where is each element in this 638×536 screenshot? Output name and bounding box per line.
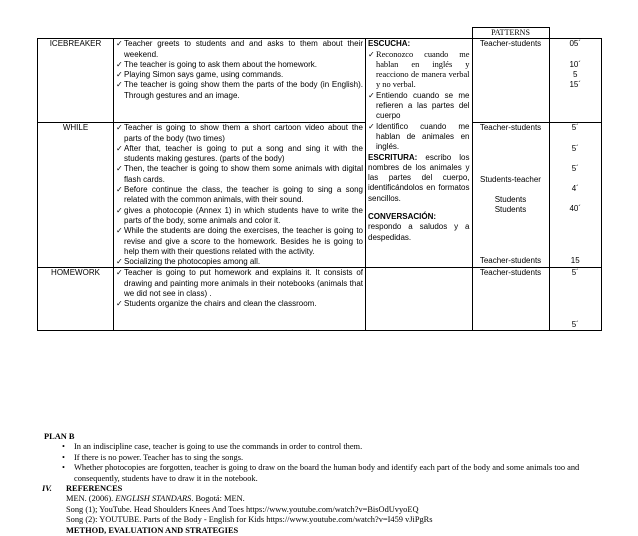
check-mark-icon: ✓ [116, 299, 123, 309]
table-row [38, 28, 602, 39]
patterns-icebreaker: Teacher-students [472, 39, 549, 123]
reference-men: MEN. (2006). ENGLISH STANDARS. Bogotá: MEN. [66, 494, 245, 504]
plan-b-section [44, 432, 624, 536]
check-mark-icon: ✓ [116, 257, 123, 267]
check-mark-icon: ✓ [116, 80, 123, 90]
table-row-icebreaker [38, 39, 602, 123]
escritura-section: ESCRITURA: escribo los nombres de los animales y las partes del cuerpo, identificándolos en formatos sencillos. [368, 152, 470, 203]
list-item: ✓ While the students are doing the exercises, the teacher is going to revise and give a score to the homework. Besides he is going to help them with their questions related with the activity. [116, 226, 363, 256]
check-mark-icon: ✓ [116, 143, 123, 153]
check-mark-icon: ✓ [368, 49, 375, 59]
check-mark-icon: ✓ [116, 123, 123, 133]
times-icebreaker: 05´ 10´ 5 15´ [549, 39, 602, 123]
list-item: ✓ Entiendo cuando se me refieren a las partes del cuerpo [368, 90, 470, 121]
list-item: ✓ Students organize the chairs and clean the classroom. [116, 299, 317, 309]
list-item: ✓ Socializing the photocopies among all. [116, 257, 261, 267]
list-item: • Whether photocopies are forgotten, teacher is going to draw on the board the human body and identify each part of the body and some animals too and consequently, students have to draw it in the notebook. [64, 463, 624, 484]
list-item: ✓ Before continue the class, the teacher is going to sing a song related with the common animals, with their sound. [116, 185, 363, 205]
check-mark-icon: ✓ [116, 164, 123, 174]
check-mark-icon: ✓ [116, 59, 123, 69]
check-mark-icon: ✓ [368, 121, 375, 131]
stage-while: WHILE [38, 123, 114, 268]
method-heading: METHOD, EVALUATION AND STRATEGIES [66, 525, 239, 535]
list-item: ✓ Teacher is going to put homework and explains it. It consists of drawing and painting more animals in their notebooks (animals that we did not see in class) . [116, 268, 363, 299]
list-item: ✓ Teacher greets to students and and asks to them about their weekend. [116, 39, 363, 59]
table-row-while [38, 123, 602, 268]
reference-song-1: Song (1); YouTube. Head Shoulders Knees And Toes https://www.youtube.com/watch?v=BisOdUvyoEQ [66, 504, 419, 514]
skills-cell: ESCUCHA: ✓ Reconozco cuando me hablan en inglés y reacciono de manera verbal y no verbal. ✓ Entiendo cuando se me refieren a las partes del cuerpo ✓ Identifico cuando me hablan de animales en inglés. ESCRITURA: escribo los nombres de los animales y las partes del cuerpo, identificándolos en formatos sencillos. CONVERSACIÓN: respondo a saludos y a despedidas. [366, 39, 473, 268]
list-item: ✓ Identifico cuando me hablan de animales en inglés. [368, 121, 470, 152]
stage-homework: HOMEWORK [38, 268, 114, 331]
times-homework: 5´ 5´ [549, 268, 602, 331]
table-row-homework [38, 268, 602, 331]
check-mark-icon: ✓ [116, 185, 123, 195]
patterns-while: Teacher-students Students-teacher Students Students Teacher-students [472, 123, 549, 268]
check-mark-icon: ✓ [116, 39, 123, 49]
references-heading: IV. REFERENCES [42, 484, 123, 494]
list-item: • In an indiscipline case, teacher is going to use the commands in order to control them. [64, 442, 624, 452]
check-mark-icon: ✓ [116, 268, 123, 278]
plan-b-title: PLAN B [44, 432, 75, 441]
patterns-homework: Teacher-students [472, 268, 549, 331]
list-item: ✓ Reconozco cuando me hablan en inglés y reacciono de manera verbal y no verbal. [368, 49, 470, 90]
check-mark-icon: ✓ [116, 70, 123, 80]
list-item: ✓ gives a photocopie (Annex 1) in which students have to write the parts of the body, some animals and color it. [116, 205, 363, 225]
list-item: ✓ Teacher is going to show them a short cartoon video about the parts of the body (two times) [116, 123, 363, 143]
list-item: ✓ The teacher is going show them the parts of the body (in English). Through gestures and an image. [116, 80, 363, 100]
check-mark-icon: ✓ [116, 205, 123, 215]
check-mark-icon: ✓ [116, 226, 123, 236]
patterns-header: PATTERNS [472, 28, 549, 39]
list-item: ✓ Playing Simon says game, using commands. [116, 70, 284, 80]
list-item: ✓ The teacher is going to ask them about the homework. [116, 59, 317, 69]
list-item: ✓ Then, the teacher is going to show them some animals with digital flash cards. [116, 164, 363, 184]
times-while: 5´ 5´ 5´ 4´ 40´ 15 [549, 123, 602, 268]
activities-icebreaker [114, 39, 366, 123]
check-mark-icon: ✓ [368, 90, 375, 100]
reference-song-2: Song (2): YOUTUBE. Parts of the Body - English for Kids https://www.youtube.com/watch?v=I459 vJiPgRs [66, 515, 433, 525]
stage-icebreaker: ICEBREAKER [38, 39, 114, 123]
activities-homework [114, 268, 366, 331]
lesson-plan-table [37, 27, 602, 331]
list-item: • If there is no power. Teacher has to sing the songs. [64, 453, 624, 463]
list-item: ✓ After that, teacher is going to put a song and sing it with the students making gestures. (parts of the body) [116, 143, 363, 164]
activities-while [114, 123, 366, 268]
